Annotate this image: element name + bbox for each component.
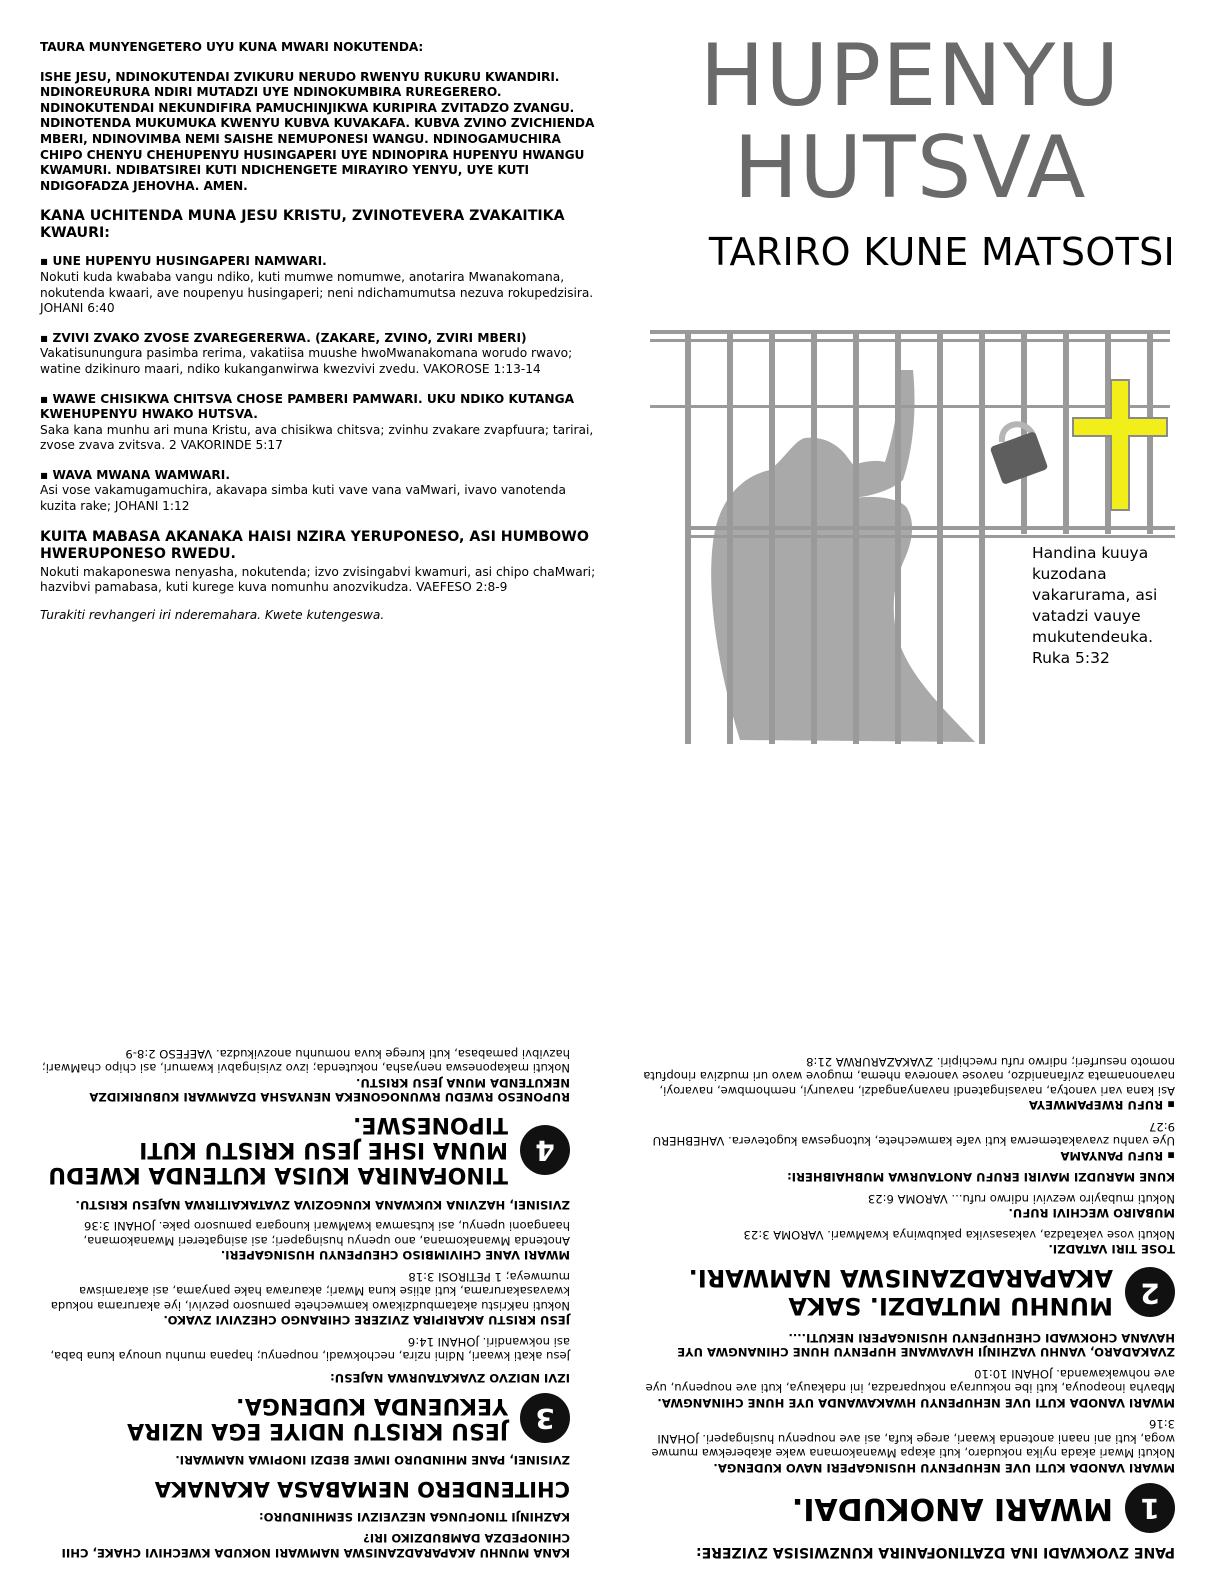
- benefit-text: Nokuti kuda kwababa vangu ndiko, kuti mumwe nomumwe, anotarira Mwanakomana, nokutenda kwaari, ave noupenyu husingaperi; neni ndichamumutsa nezuva rokupedzisira. JOHANI 6:40: [40, 269, 594, 316]
- step-subhead: JESU KRISTU AKARIPIRA ZVIZERE CHIRANGO CHEZVIVI ZVAKO.: [163, 1313, 570, 1328]
- benefit-text: Vakatisunungura pasimba rerima, vakatiisa muushe hwoMwanakomana worudo rwavo; watine dzikinuro maari, ndiko kukanganwirwa kwezvivi zvedu. VAKOROSE 1:13-14: [40, 346, 573, 376]
- step-subhead: MWARI VANE CHIVIMBISO CHEUPENYU HUSINGAPERI.: [220, 1248, 570, 1263]
- prayer-panel: [40, 40, 600, 623]
- step-subhead: ▪ RUFU RWEPAMWEYA: [1028, 1098, 1175, 1113]
- step-lead: IZVI NDIZVO ZVAKATAURWA NAJESU:: [330, 1371, 570, 1385]
- benefit-title: ▪ ZVIVI ZVAKO ZVOSE ZVAREGERERWA. (ZAKARE, ZVINO, ZVIRI MBERI): [40, 330, 527, 345]
- step-1: [640, 1483, 1175, 1533]
- prisoner-arm: [825, 370, 915, 498]
- benefit-item: [40, 331, 600, 378]
- section-title: KANA UCHITENDA MUNA JESU KRISTU, ZVINOTEVERA ZVAKAITIKA KWAURI:: [40, 208, 565, 242]
- closing-text: Nokuti makaponeswa nenyasha, nokutenda; izvo zvisingabvi kwamuri, asi chipo chaMwari; hazvibvi pamabasa, kuti kurege kuva nomunhu anozvikudza. VAEFESO 2:8-9: [40, 564, 596, 595]
- step-title: MWARI ANOKUDAI.: [791, 1491, 1113, 1526]
- step-text: Nokuti makaponeswa nenyasha, nokutenda; izvo zvisingabvi kwamuri, asi chipo chaMwari; hazvibvi pamabasa, kuti kurege kuva nomunhu anozvikudza. VAEFESO 2:8-9: [41, 1047, 570, 1076]
- intro-head: CHITENDERO NEMABASA AKANAKA: [154, 1477, 570, 1502]
- step-number: 1: [1125, 1483, 1175, 1533]
- step-4: [40, 1113, 570, 1188]
- cover-subtitle: TARIRO KUNE MATSOTSI: [708, 230, 1175, 274]
- step-text: Nokuti naKristu akatambudzikawo kamwechete pamusoro pezvivi, iye akarurama nokuda kwavasakarurama, kuti atiise kuna Mwari; akaurawa hake panyama, asi akaramiswa mumweya; 1 PETIROSI 3:18: [50, 1270, 570, 1313]
- step-subhead: RUPONESO RWEDU RWUNOGONEKA NENYASHA DZAMWARI KUBURIKIDZA NEKUTENDA MUNA JESU KRISTU.: [89, 1076, 570, 1105]
- step-text: Nokuti mubayiro wezvivi ndirwo rufu... VAROMA 6:23: [867, 1192, 1175, 1206]
- cover-panel: [645, 26, 1175, 750]
- step-3: [40, 1393, 570, 1443]
- intro-sub: KAZHINJI TINOFUNGA NEZVEIZVI SEMHINDURO:: [258, 1510, 570, 1524]
- footer-note: Turakiti revhangeri iri nderemahara. Kwete kutengeswa.: [40, 607, 385, 622]
- mid-rail: [685, 535, 1175, 538]
- intro-title: KANA MUNHU AKAPARADZANISWA NAMWARI NOKUDA KWECHIVI CHAKE, CHII CHINOPEDZA DAMBUDZIKO IRI?: [61, 1531, 570, 1560]
- prison-illustration: [645, 330, 1175, 750]
- prayer-heading: TAURA MUNYENGETERO UYU KUNA MWARI NOKUTENDA:: [40, 40, 424, 54]
- step-text: Anotenda Mwanakomana, ano upenyu husingaperi; asi asingatereri Mwanakomana, haangaoni upenyu, asi kutsamwa kwaMwari kunogara pamusoro pake. JOHANI 3:36: [83, 1219, 570, 1248]
- step-subhead: MUBAIRO WECHIVI RUFU.: [1008, 1206, 1175, 1221]
- step-text: Jesu akati kwaari, Ndini nzira, nechokwadi, noupenyu; hapana munhu unouya kuna baba, asi nokwandiri. JOHANI 14:6: [50, 1335, 570, 1364]
- steps-1-2-panel: [640, 815, 1175, 1560]
- step-subhead: MWARI VANODA KUTI UVE NEHUPENYU HUSINGAPERI NAVO KUDENGA.: [713, 1461, 1175, 1475]
- scripture-quote: Handina kuuya kuzodana vakarurama, asi vatadzi vauye mukutendeuka. Ruka 5:32: [1032, 544, 1158, 667]
- step-subhead: ▪ RUFU PANYAMA: [1060, 1149, 1175, 1163]
- benefit-title: ▪ WAVA MWANA WAMWARI.: [40, 467, 230, 482]
- step-title: JESU KRISTU NDIYE EGA NZIRA YEKUENDA KUDENGA.: [127, 1393, 508, 1443]
- step-subhead: TOSE TIRI VATADZI.: [1048, 1242, 1175, 1257]
- step-text: Mbavha inoapouya, kuti ibe nokuuraya nokuparadza, ini ndakauya, kuti ave noupenyu, uye ave nohwakawanda. JOHANI 10:10: [645, 1367, 1175, 1396]
- step-number: 3: [520, 1393, 570, 1443]
- steps-3-4-panel: [40, 800, 570, 1560]
- step-number: 2: [1125, 1268, 1175, 1318]
- intro-text: PANE ZVOKWADI INA DZATINOFANIRA KUNZWISISA ZVIZERE:: [696, 1544, 1175, 1560]
- top-rail: [650, 330, 1170, 334]
- step-note: ZVISINEI, HAZVINA KUKWANA KUNGOZIVA ZVATAKAITIRWA NAJESU KRISTU.: [75, 1198, 570, 1212]
- benefit-item: [40, 254, 600, 316]
- cover-title-line2: HUTSVA: [733, 118, 1087, 218]
- cover-title-line1: HUPENYU: [699, 26, 1121, 126]
- step-subhead: KUNE MARUDZI MAVIRI ERUFU ANOTAURWA MUBHAIBHERI:: [787, 1170, 1175, 1185]
- step-2: [640, 1265, 1175, 1321]
- step-note: ZVAKADARO, VANHU VAZHINJI HAVAWANE HUPENYU HUNE CHINANGWA UYE HAVANA CHOKWADI CHEHUPENYU HUSINGAPERI NEKUTI....: [677, 1331, 1175, 1360]
- prayer-body: ISHE JESU, NDINOKUTENDAI ZVIKURU NERUDO RWENYU RUKURU KWANDIRI. NDINOREURURA NDIRI MUTADZI UYE NDINOKUMBIRA RUREGERERO. NDINOKUTENDAI NEKUNDIFIRA PAMUCHINJIKWA KURIPIRA ZVITADZO ZVANGU. NDINOTENDA MUKUMUKA KWENYU KUBVA KUVAKAFA. KUBVA ZVINO ZVICHIENDA MBERI, NDINOVIMBA NEMI SAISHE NEMUPONESI WANGU. NDINOGAMUCHIRA CHIPO CHENYU CHEHUPENYU HUSINGAPERI UYE NDINOPIRA HUPENYU HWANGU KWAMURI. NDIBATSIREI KUTI NDICHENGETE MIRAYIRO YENYU, UYE KUTI NDIGOFADZA JEHOVHA. AMEN.: [40, 69, 595, 193]
- step-text: Asi kana vari vanotya, navasingatendi navanyangadzi, navauryi, nemhombwe, navaroyi, navanonamata zvifananidzo, navose vanoreva nhema, mugove wavo uri mudziva rinopfuta nomoto nesurferi; ndirwo rufu rwechipiri. ZVAKAZARURWA 21:8: [643, 1055, 1175, 1098]
- benefit-item: [40, 468, 600, 515]
- step-text: Uye vanhu zvavakatemerwa kuti vafe kamwechete, kutongeswa kugotevera. VAHEBHERU 9:27: [652, 1120, 1175, 1149]
- benefit-text: Asi vose vakamugamuchira, akavapa simba kuti vave vana vaMwari, ivavo vanotenda kuzita rake; JOHANI 1:12: [40, 483, 566, 514]
- benefit-item: [40, 392, 600, 454]
- benefit-text: Saka kana munhu ari muna Kristu, ava chisikwa chitsva; zvinhu zvakare zvapfuura; tarirai, zvose zvava zvitsva. 2 VAKORINDE 5:17: [40, 422, 594, 453]
- benefit-title: ▪ WAWE CHISIKWA CHITSVA CHOSE PAMBERI PAMWARI. UKU NDIKO KUTANGA KWEHUPENYU HWAKO HUTSVA.: [40, 391, 575, 422]
- step-title: MUNHU MUTADZI. SAKA AKAPARADZANISWA NAMWARI.: [688, 1264, 1113, 1321]
- step-title: TINOFANIRA KUISA KUTENDA KWEDU MUNA ISHE JESU KRISTU KUTI TIPONESWE.: [48, 1112, 508, 1188]
- step-text: Nokuti Mwari akada nyika nokudaro, kuti akapa Mwanakomana wake akaberekwa mumwe woga, kuti ani naani anotenda kwaari, arege kufa, asi ave noupenyu husingaperi. JOHANI 3:16: [651, 1417, 1175, 1461]
- step-subhead: MWARI VANODA KUTI UVE NEHUPENYU HWAKAWANDA UYE HUNE CHINANGWA.: [657, 1396, 1175, 1410]
- padlock-icon: [990, 424, 1049, 485]
- closing-title: KUITA MABASA AKANAKA HAISI NZIRA YERUPONESO, ASI HUMBOWO HWERUPONESO RWEDU.: [40, 528, 589, 562]
- intro-note: ZVISINEI, PANE MHINDURO IMWE BEDZI INOPIWA NAMWARI.: [175, 1453, 570, 1468]
- step-number: 4: [520, 1125, 570, 1175]
- step-text: Nokuti vose vakatadza, vakasasvika pakubwinya kwaMwari. VAROMA 3:23: [743, 1228, 1175, 1242]
- benefit-title: ▪ UNE HUPENYU HUSINGAPERI NAMWARI.: [40, 254, 327, 269]
- mid-rail: [685, 526, 1175, 530]
